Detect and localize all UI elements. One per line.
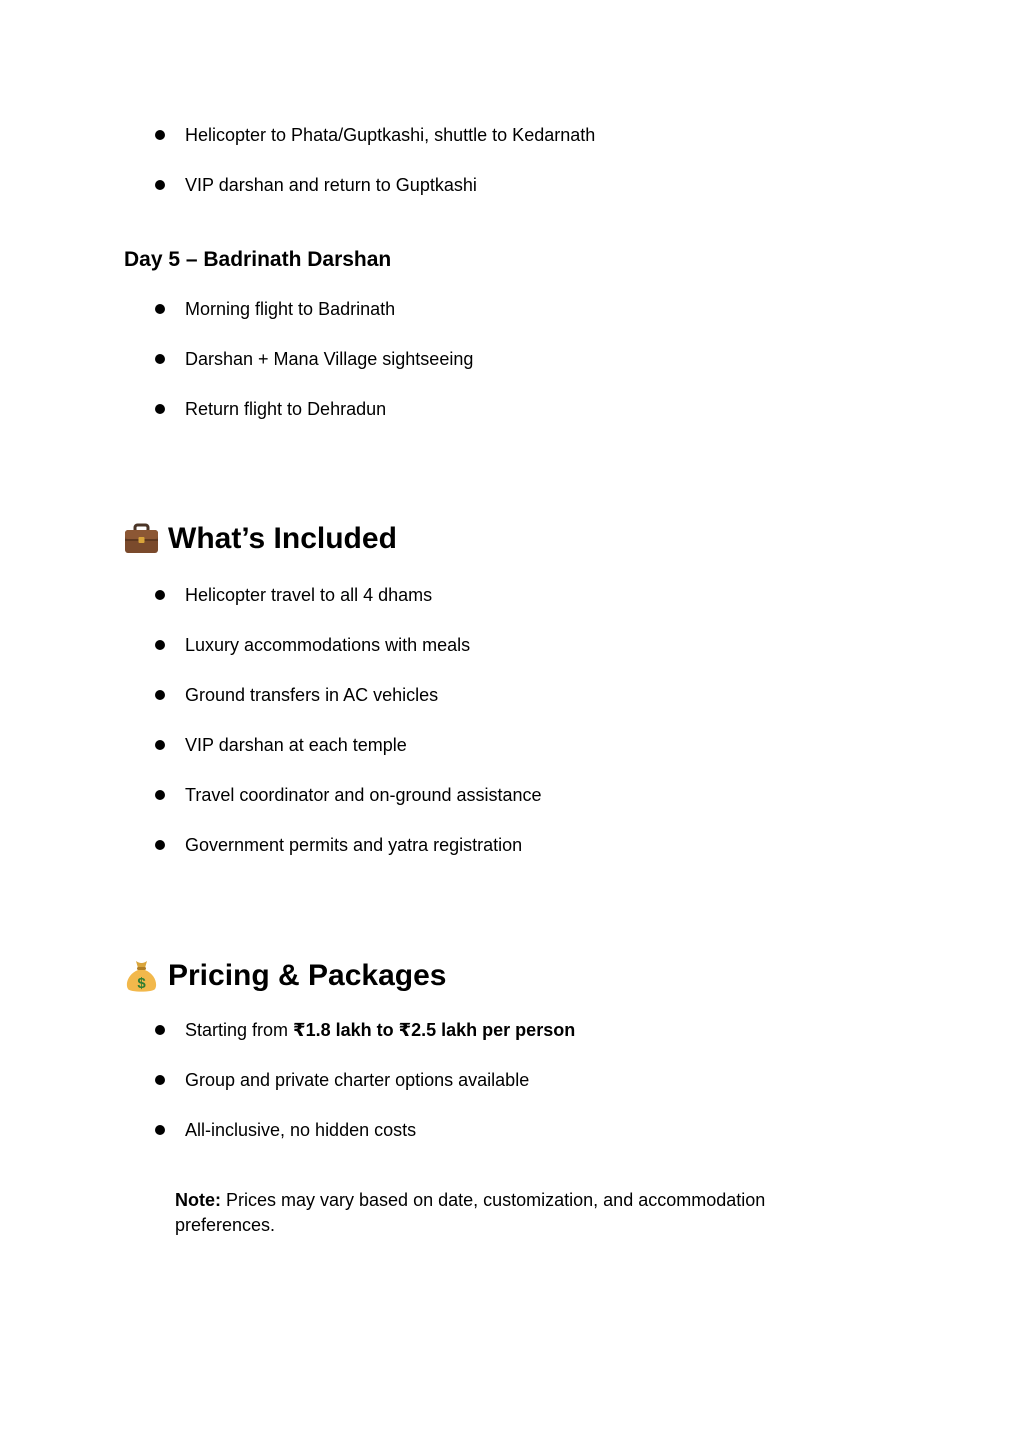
pricing-note <box>175 1188 835 1238</box>
list-item <box>154 683 438 707</box>
list-item <box>154 1118 416 1142</box>
list-item <box>154 173 477 197</box>
bullet-icon <box>155 304 165 314</box>
list-item-text: Government permits and yatra registration <box>185 834 523 855</box>
list-item <box>154 1068 529 1092</box>
list-item-text: Helicopter travel to all 4 dhams <box>185 584 433 605</box>
list-item-text: Return flight to Dehradun <box>185 398 387 419</box>
list-item-text: Helicopter to Phata/Guptkashi, shuttle to Kedarnath <box>185 124 596 145</box>
bullet-icon <box>155 790 165 800</box>
day5-heading: Day 5 – Badrinath Darshan <box>124 248 392 271</box>
briefcase-icon <box>124 523 159 555</box>
price-prefix: Starting from <box>185 1019 294 1040</box>
list-item <box>154 783 542 807</box>
list-item-text: All-inclusive, no hidden costs <box>185 1119 417 1140</box>
note-label: Note: <box>175 1190 221 1210</box>
list-item <box>154 397 386 421</box>
included-heading-text: What’s Included <box>168 522 397 555</box>
svg-text:$: $ <box>137 975 146 992</box>
bullet-icon <box>155 640 165 650</box>
pricing-heading <box>124 958 446 994</box>
bullet-icon <box>155 404 165 414</box>
list-item <box>154 123 595 147</box>
list-item <box>154 633 470 657</box>
bullet-icon <box>155 690 165 700</box>
bullet-icon <box>155 1025 165 1035</box>
bullet-icon <box>155 1125 165 1135</box>
list-item-text: Darshan + Mana Village sightseeing <box>185 348 474 369</box>
list-item-text: Morning flight to Badrinath <box>185 298 396 319</box>
list-item <box>154 733 407 757</box>
bullet-icon <box>155 590 165 600</box>
pricing-heading-text: Pricing & Packages <box>168 959 447 992</box>
bullet-icon <box>155 354 165 364</box>
list-item-text: Luxury accommodations with meals <box>185 634 471 655</box>
included-heading <box>124 522 397 556</box>
bullet-icon <box>155 1075 165 1085</box>
bullet-icon <box>155 180 165 190</box>
bullet-icon <box>155 740 165 750</box>
list-item <box>154 833 522 857</box>
list-item-text: Ground transfers in AC vehicles <box>185 684 439 705</box>
list-item <box>154 347 473 371</box>
list-item <box>154 1018 575 1042</box>
list-item-text: VIP darshan and return to Guptkashi <box>185 174 477 195</box>
bullet-icon <box>155 840 165 850</box>
list-item-text: VIP darshan at each temple <box>185 734 407 755</box>
list-item-text <box>185 1020 575 1041</box>
list-item <box>154 297 395 321</box>
price-range: ₹1.8 lakh to ₹2.5 lakh per person <box>293 1019 576 1040</box>
bullet-icon <box>155 130 165 140</box>
list-item-text: Group and private charter options available <box>185 1069 530 1090</box>
list-item-text: Travel coordinator and on-ground assistance <box>185 784 542 805</box>
list-item <box>154 583 432 607</box>
note-text: Prices may vary based on date, customization, and accommodation preferences. <box>175 1190 766 1235</box>
money-bag-icon <box>124 958 159 994</box>
